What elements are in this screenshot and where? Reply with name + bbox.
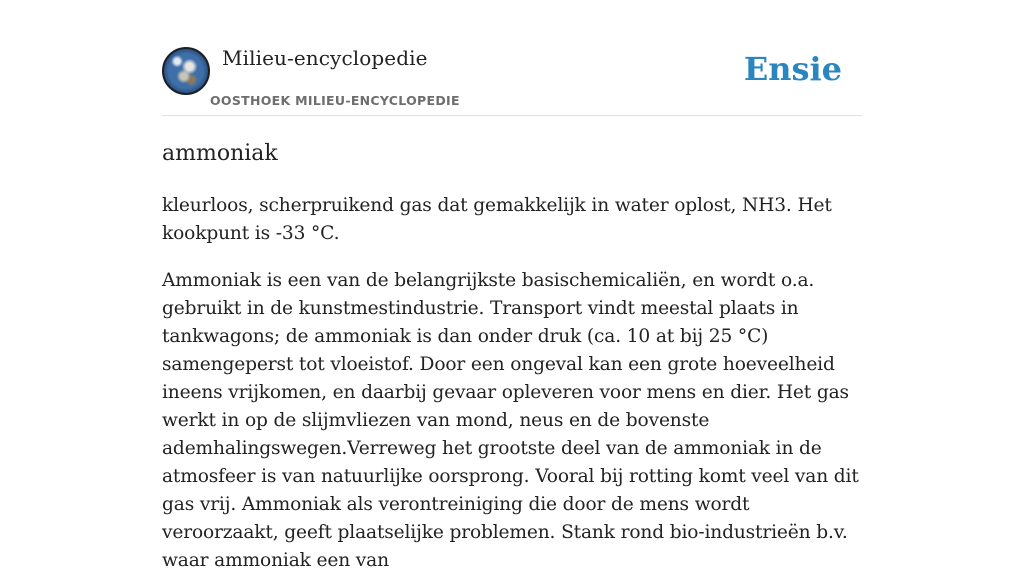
globe-earth-icon[interactable] [162,47,210,95]
header-divider [162,115,862,116]
site-subtitle: OOSTHOEK MILIEU-ENCYCLOPEDIE [210,93,460,108]
site-title[interactable]: Milieu-encyclopedie [222,46,428,70]
site-header [162,44,862,116]
article [162,138,864,575]
article-title: ammoniak [162,141,278,166]
brand-logo-link[interactable]: Ensie [743,50,842,88]
definition-paragraph: kleurloos, scherpruikend gas dat gemakkelijk in water oplost, NH3. Het kookpunt is -33 °C. [162,195,832,244]
body-paragraph: Ammoniak is een van de belangrijkste basischemicaliën, en wordt o.a. gebruikt in de kunstmestindustrie. Transport vindt meestal plaats in tankwagons; de ammoniak is dan onder druk (ca. 10 at bij 25 °C) samengeperst tot vloeistof. Door een ongeval kan een grote hoeveelheid ineens vrijkomen, en daarbij gevaar opleveren voor mens en dier. Het gas werkt in op de slijmvliezen van mond, neus en de bovenste ademhalingswegen.Verreweg het grootste deel van de ammoniak in de atmosfeer is van natuurlijke oorsprong. Vooral bij rotting komt veel van dit gas vrij. Ammoniak als verontreiniging die door de mens wordt veroorzaakt, geeft plaatselijke problemen. Stank rond bio-industrieën b.v. waar ammoniak een van [162,270,859,571]
